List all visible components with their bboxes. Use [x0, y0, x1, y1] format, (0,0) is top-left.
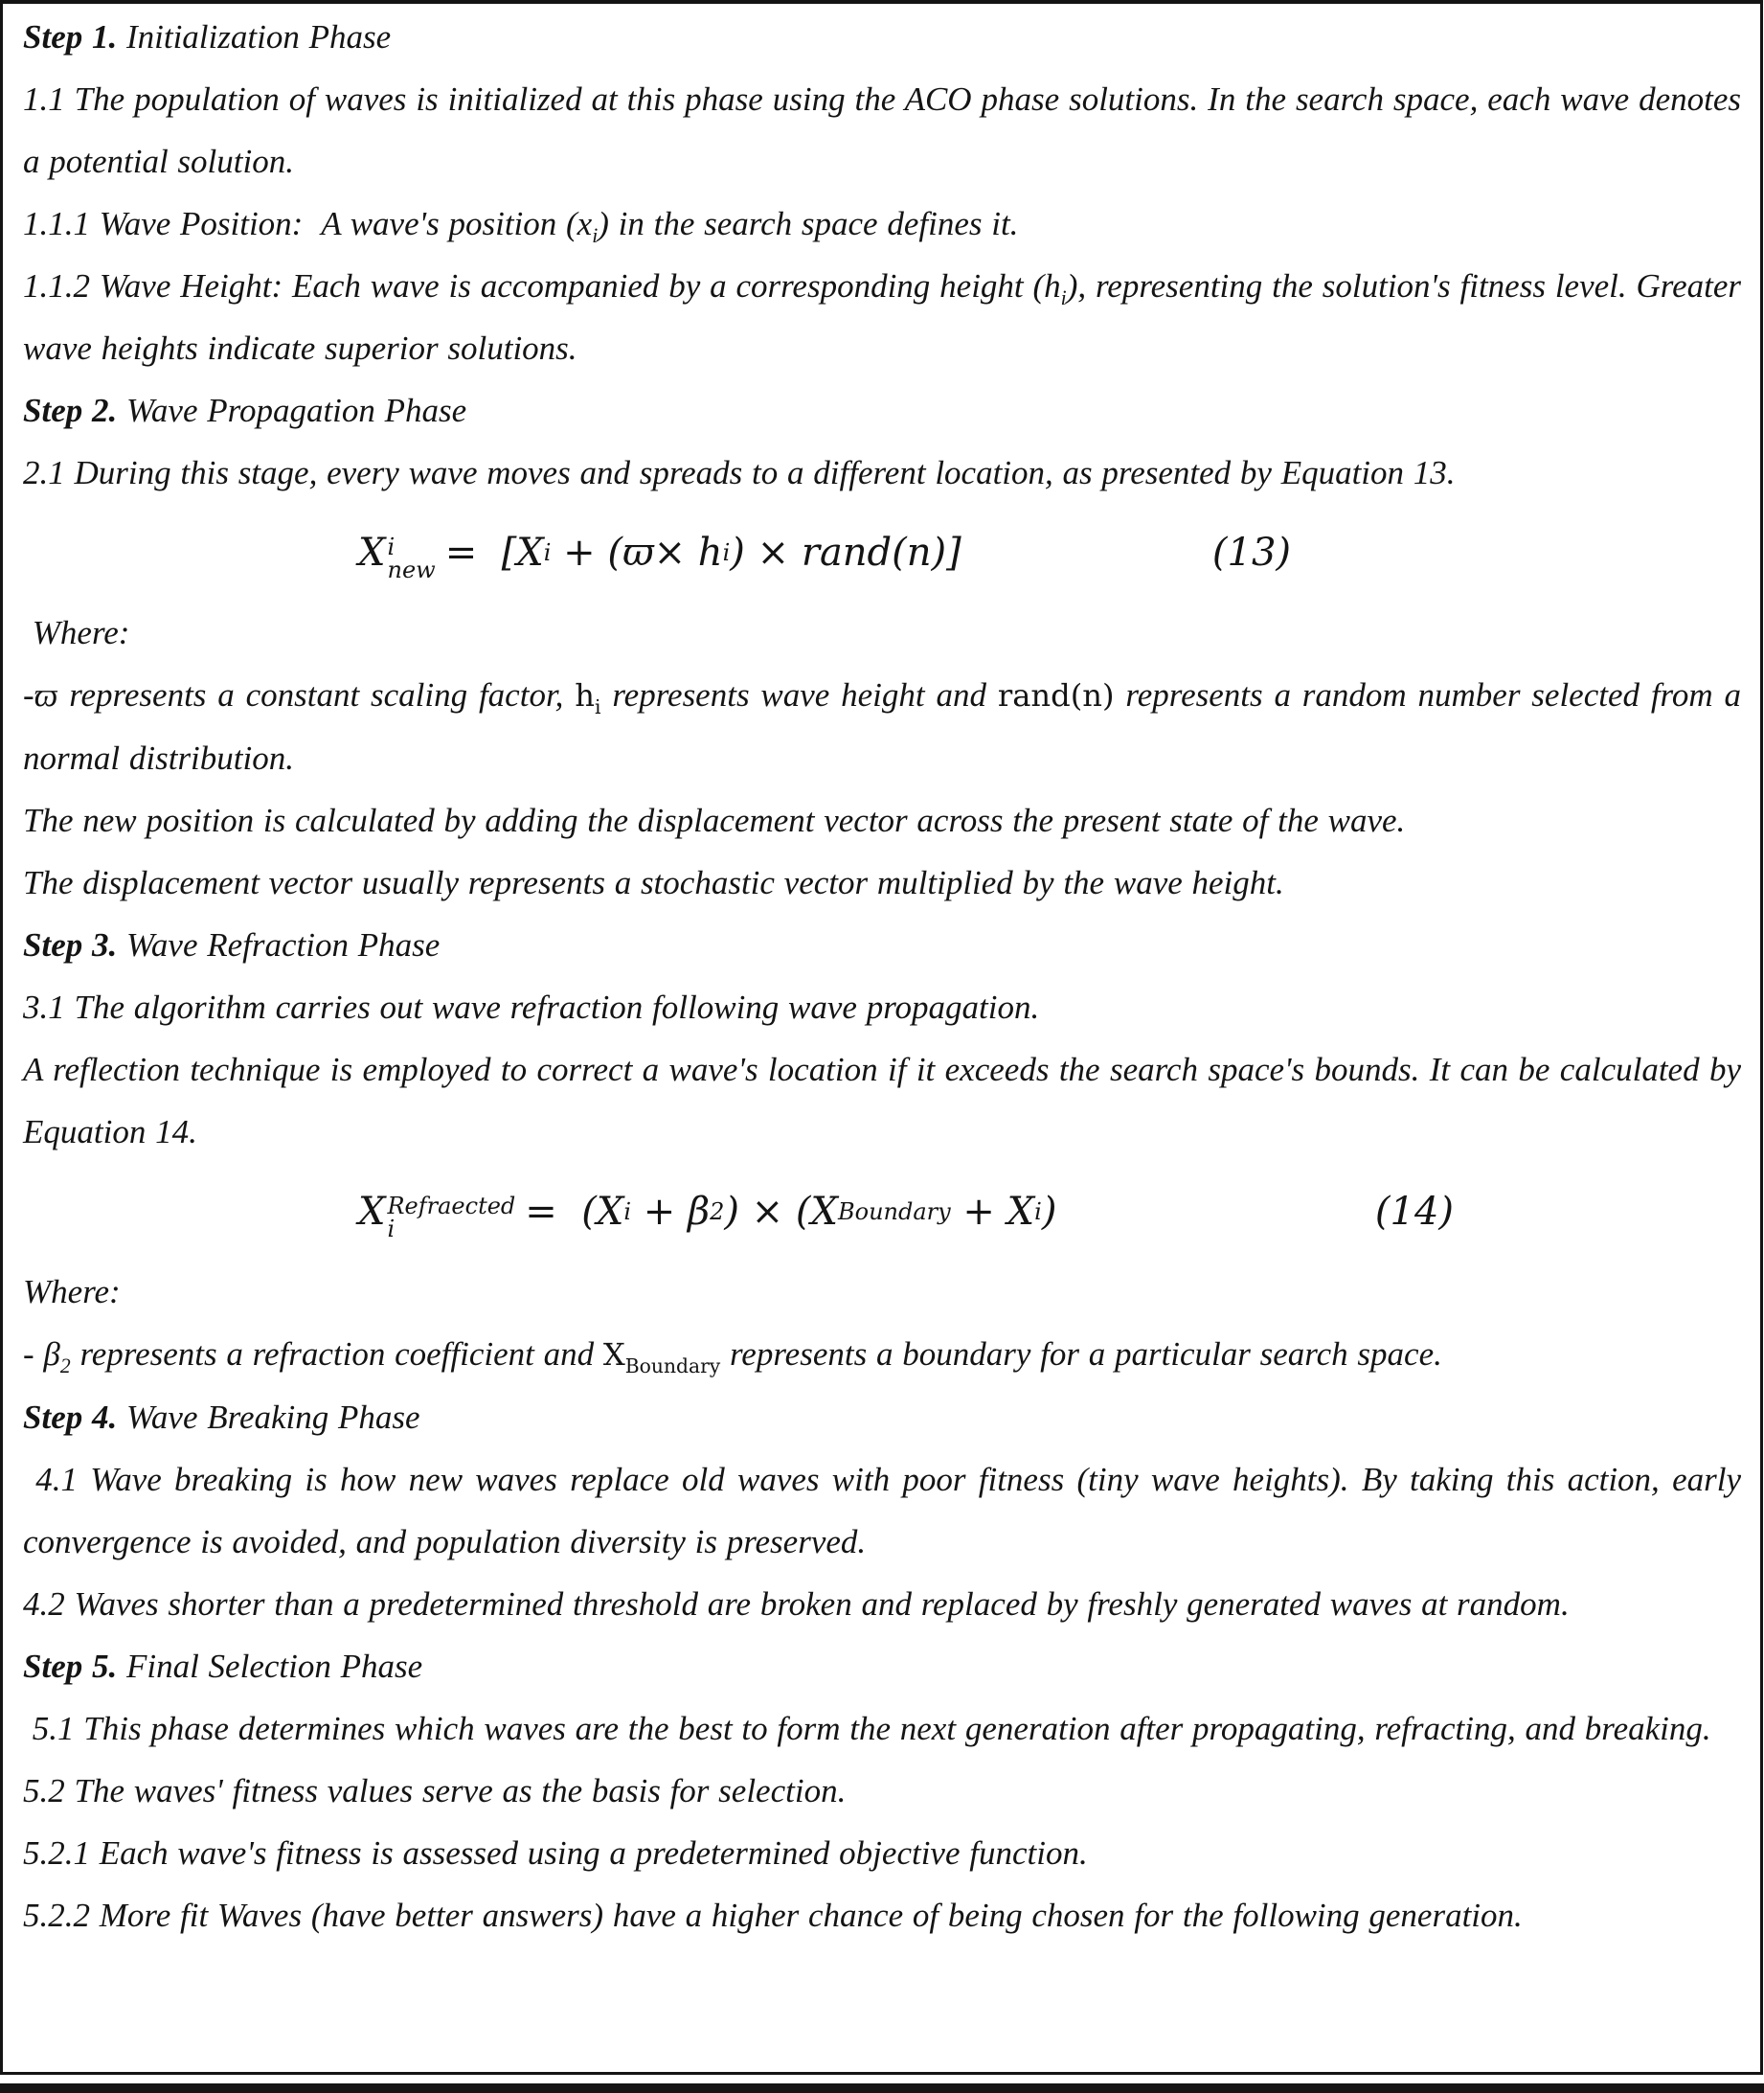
step-label: Step 4. — [23, 1399, 118, 1436]
step-4-heading — [23, 1386, 1741, 1448]
equation-14 — [23, 1163, 1741, 1261]
eq-equals: = — [444, 530, 478, 575]
eq-term: + β — [631, 1189, 711, 1234]
paragraph-new-position — [23, 789, 1741, 852]
paragraph-1-1-2 — [23, 255, 1751, 379]
eq-term: ) — [1041, 1189, 1057, 1234]
text-segment: - β — [23, 1335, 60, 1373]
paragraph-5-2-2 — [23, 1884, 1741, 1946]
bottom-table-rule — [0, 2083, 1764, 2093]
subscript-i: i — [1060, 286, 1067, 309]
text-segment: 5.2.1 Each wave's fitness is assessed using a predetermined objective function. — [23, 1834, 1088, 1872]
math-symbol: rand(n) — [997, 677, 1115, 714]
subscript-boundary: Boundary — [624, 1354, 721, 1377]
eq-subscript: i — [387, 1216, 396, 1242]
text-segment: represents wave height and — [600, 676, 998, 714]
text-segment: 1.1 The population of waves is initialized at this phase using the ACO phase solutions. In the search space, each wave denotes a potential solution. — [23, 80, 1751, 180]
equation-number: (13) — [1211, 530, 1291, 575]
eq-term: ) × rand(n)] — [730, 530, 961, 575]
eq-variable: X — [358, 530, 386, 575]
paragraph-2-1 — [23, 442, 1741, 504]
paragraph-beta-definition — [23, 1323, 1741, 1386]
paragraph-varpi-definition — [23, 664, 1751, 789]
text-segment: The displacement vector usually represents a stochastic vector multiplied by the wave height. — [23, 864, 1284, 901]
subscript-i: i — [592, 224, 599, 247]
text-segment: 4.2 Waves shorter than a predetermined threshold are broken and replaced by freshly generated waves at random. — [23, 1585, 1570, 1623]
step-2-heading — [23, 379, 1741, 442]
text-segment: 3.1 The algorithm carries out wave refraction following wave propagation. — [23, 989, 1040, 1026]
step-label: Step 2. — [23, 392, 118, 429]
eq-superscript: i — [387, 534, 396, 560]
subscript-i: i — [595, 695, 601, 718]
step-title: Wave Breaking Phase — [117, 1399, 420, 1436]
text-segment: represents a random number selected from a normal distribution. — [23, 676, 1751, 777]
text-segment: represents a boundary for a particular search space. — [720, 1335, 1442, 1373]
math-symbol: X — [602, 1336, 625, 1373]
text-segment: 5.2.2 More fit Waves (have better answers) have a higher chance of being chosen for the following generation. — [23, 1897, 1523, 1934]
text-segment: The new position is calculated by adding the displacement vector across the present state of the wave. — [23, 802, 1406, 839]
paragraph-1-1 — [23, 68, 1751, 193]
eq-term: [X — [477, 530, 544, 575]
equation-13-body: X i new = [X i + (ϖ× h i ) × rand(n)] — [358, 522, 961, 584]
eq-term: + X — [950, 1189, 1035, 1234]
paragraph-where-14 — [23, 1261, 1741, 1323]
paragraph-4-1 — [23, 1448, 1751, 1573]
eq-supsub-stack — [385, 535, 435, 581]
text-segment: 5.1 This phase determines which waves are the best to form the next generation after propagating, refracting, and breaking. — [23, 1710, 1711, 1747]
paragraph-5-1 — [23, 1697, 1741, 1760]
text-segment: 1.1.1 Wave Position: A wave's position (x — [23, 205, 593, 242]
step-title: Wave Propagation Phase — [117, 392, 467, 429]
eq-term: ) × (X — [724, 1189, 838, 1234]
text-segment: -ϖ represents a constant scaling factor, — [23, 676, 576, 714]
paragraph-5-2-1 — [23, 1822, 1741, 1884]
text-segment: ) in the search space defines it. — [598, 205, 1019, 242]
step-1-heading — [23, 6, 1741, 68]
text-segment: represents a refraction coefficient and — [70, 1335, 603, 1373]
math-symbol: h — [575, 677, 596, 714]
step-title: Initialization Phase — [117, 18, 392, 56]
eq-term: (X — [556, 1189, 624, 1234]
paragraph-3-1 — [23, 976, 1741, 1038]
text-segment: 4.1 Wave breaking is how new waves replace old waves with poor fitness (tiny wave heights). By taking this action, early convergence is avoided, and population diversity is preserved. — [23, 1461, 1751, 1560]
text-segment: Where: — [23, 614, 130, 651]
text-segment: A reflection technique is employed to correct a wave's location if it exceeds the search space's bounds. It can be calculated by Equation 14. — [23, 1051, 1751, 1150]
step-5-heading — [23, 1635, 1741, 1697]
paragraph-displacement-vector — [23, 852, 1741, 914]
text-segment: 1.1.2 Wave Height: Each wave is accompanied by a corresponding height (h — [23, 267, 1061, 305]
text-segment: ), representing the solution's fitness level. Greater wave heights indicate superior solutions. — [23, 267, 1751, 367]
equation-14-body: X Refraected i = (X i + β 2 ) × (X Boundary + X i ) — [358, 1181, 1056, 1243]
eq-equals: = — [525, 1189, 557, 1234]
eq-variable: X — [358, 1189, 386, 1234]
paragraph-5-2 — [23, 1760, 1741, 1822]
paragraph-1-1-1 — [23, 193, 1741, 255]
step-label: Step 3. — [23, 926, 118, 964]
paragraph-where-13 — [23, 602, 1741, 664]
eq-term: + (ϖ× h — [551, 530, 723, 575]
eq-superscript: Refraected — [387, 1193, 516, 1219]
paragraph-4-2 — [23, 1573, 1741, 1635]
eq-supsub-stack — [385, 1194, 515, 1240]
equation-number: (14) — [1374, 1189, 1454, 1234]
text-segment: Where: — [23, 1273, 121, 1310]
paragraph-reflection-technique — [23, 1038, 1751, 1163]
step-3-heading — [23, 914, 1741, 976]
step-title: Final Selection Phase — [117, 1648, 423, 1685]
step-title: Wave Refraction Phase — [117, 926, 441, 964]
eq-subscript: new — [387, 557, 436, 583]
step-label: Step 1. — [23, 18, 118, 56]
step-label: Step 5. — [23, 1648, 118, 1685]
text-segment: 2.1 During this stage, every wave moves and spreads to a different location, as presented by Equation 13. — [23, 454, 1456, 491]
text-segment: 5.2 The waves' fitness values serve as the basis for selection. — [23, 1772, 847, 1809]
equation-13 — [23, 504, 1741, 602]
subscript-2: 2 — [59, 1354, 71, 1377]
